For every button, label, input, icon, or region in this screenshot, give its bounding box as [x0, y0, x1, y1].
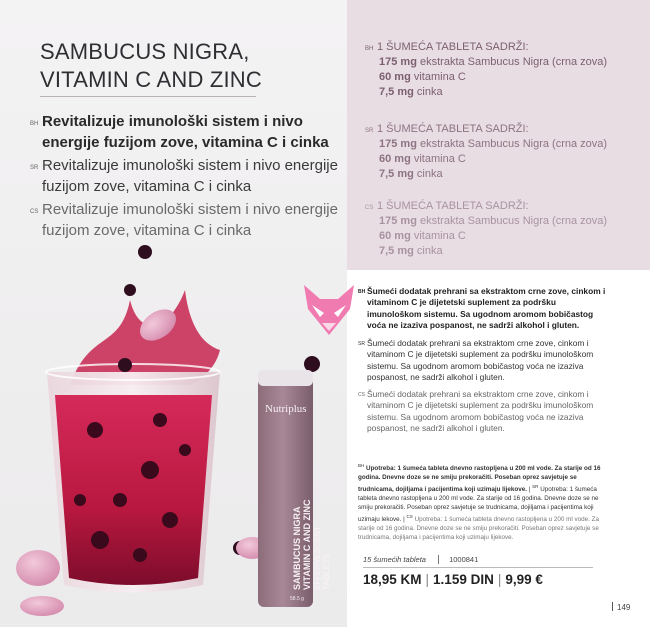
lang-tag-sr: SR — [365, 128, 374, 134]
fox-icon — [300, 283, 358, 338]
description-text-cs: Šumeći dodatak prehrani sa ekstraktom crne zove, cinkom i vitaminom C je dijetetski suplement za podršku imunološkom sistemu. Sa ugodnom aromom bobičastog voća ne izaziva pospanost, ne sadrži alkohol i gluten. — [367, 389, 594, 434]
composition-row — [379, 55, 607, 70]
lang-tag-bh: BH — [30, 121, 39, 127]
tube-line1: SAMBUCUS NIGRA — [292, 506, 302, 590]
usage-cs: Upotreba: 1 šumeća tableta dnevno rastopljena u 200 ml vode. Za starije od 16 godina. Dnevne doze se ne smiju prekoračiti. Poseban oprez savjetuje se trudnicama, dojiljama i pacijentima koji uzimaju lijekove. — [358, 515, 600, 541]
amount: 7,5 mg — [379, 86, 414, 98]
composition-row — [379, 70, 607, 85]
amount: 175 mg — [379, 215, 417, 227]
description-sr — [358, 338, 608, 384]
tube-brand: Nutriplus — [265, 403, 307, 415]
lang-tag-bh: BH — [358, 463, 365, 468]
composition-row — [379, 85, 607, 100]
ingredient: ekstrakta Sambucus Nigra (crna zova) — [419, 138, 608, 150]
claim-bh — [30, 111, 342, 153]
ingredient: vitamina C — [413, 153, 466, 165]
description-text-sr: Šumeći dodatak prehrani sa ekstraktom crne zove, cinkom i vitaminom C je dijetetski suplement za podršku imunološkom sistemu. Sa ugodnom aromom bobičastog voća ne izaziva pospanost, ne sadrži alkohol i gluten. — [367, 338, 594, 383]
tube-weight: 58.5 g — [290, 596, 304, 602]
ingredient: ekstrakta Sambucus Nigra (crna zova) — [419, 56, 608, 68]
ingredient: cinka — [416, 168, 443, 180]
lang-tag-cs: CS — [365, 205, 374, 211]
lang-tag-cs: CS — [30, 209, 39, 215]
ingredient: cinka — [416, 245, 443, 257]
product-code: 1000841 — [438, 555, 478, 564]
ingredient: vitamina C — [413, 71, 466, 83]
package-quantity: 15 šumećih tableta — [363, 555, 426, 564]
price-eur: 9,99 € — [505, 572, 543, 587]
amount: 60 mg — [379, 230, 411, 242]
ingredient: cinka — [416, 86, 443, 98]
claim-sr — [30, 155, 342, 197]
usage-sr: Upotreba: 1 šumeća tableta dnevno rastopljena u 200 ml vode. Za starije od 16 godina. Dnevne doze se ne smiju prekoračiti. Poseban oprez savjetuje se trudnicama, dojiljama i pacijentima koji uzimaju lekove. — [358, 486, 599, 523]
usage-bh: Upotreba: 1 šumeća tableta dnevno rastopljena u 200 ml vode. Za starije od 16 godina. Dnevne doze se ne smiju prekoračiti. Poseban oprez savjetuje se trudnicama, dojiljama i pacijentima koji uzimaju lijekove. — [358, 465, 601, 493]
amount: 60 mg — [379, 153, 411, 165]
price-km: 18,95 KM — [363, 572, 422, 587]
page-number-text: 149 — [617, 603, 631, 612]
claim-text-sr: Revitalizuje imunološki sistem i nivo energije fuzijom zove, vitamina C i cinka — [42, 157, 338, 195]
tube-line4: TABLETS — [322, 553, 331, 590]
lang-tag-bh: BH — [365, 46, 374, 52]
composition-heading: 1 ŠUMEĆA TABLETA SADRŽI: — [377, 123, 529, 135]
composition-row — [379, 167, 607, 182]
composition-sr — [365, 122, 607, 182]
title-line-1: SAMBUCUS NIGRA, — [40, 39, 250, 64]
description-bh — [358, 286, 608, 332]
usage-instructions: $^{BH}$ Upotreba: 1 šumeća tableta dnevno rastopljena u 200 ml vode. Za starije od 16 godina. Dnevne doze se ne smiju prekoračiti. Poseban oprez savjetuje se trudnicama, dojiljama i pacijentima koji uzimaju lijekove. | $^{SR}$ Upotreba: 1 šumeća tableta dnevno rastopljena u 200 ml vode. Za starije od 16 godina. Dnevne doze se ne smiju prekoračiti. Poseban oprez savjetuje se trudnicama, dojiljama i pacijentima koji uzimaju lekove. | $^{CS}$ Upotreba: 1 šumeća tableta dnevno rastopljena u 200 ml vode. Za starije od 16 godina. Dnevne doze se ne smiju prekoračiti. Poseban oprez savjetuje se trudnicama, dojiljama i pacijentima koji uzimaju lijekove. — [358, 463, 601, 541]
product-title — [40, 38, 262, 94]
amount: 175 mg — [379, 138, 417, 150]
description-cs — [358, 389, 608, 435]
ingredient: ekstrakta Sambucus Nigra (crna zova) — [419, 215, 608, 227]
title-line-2: VITAMIN C AND ZINC — [40, 67, 262, 92]
lang-tag-cs: CS — [406, 513, 413, 519]
amount: 60 mg — [379, 71, 411, 83]
price-din: 1.159 DIN — [433, 572, 494, 587]
ingredient: vitamina C — [413, 230, 466, 242]
lang-tag-bh: BH — [358, 289, 366, 295]
composition-heading: 1 ŠUMEĆA TABLETA SADRŽI: — [377, 41, 529, 53]
tube-line2: VITAMIN C AND ZINC — [302, 499, 312, 590]
composition-row — [379, 152, 607, 167]
composition-row — [379, 229, 607, 244]
composition-row — [379, 137, 607, 152]
composition-bh — [365, 40, 607, 100]
lang-tag-sr: SR — [358, 341, 365, 347]
claim-text-cs: Revitalizuje imunološki sistem i nivo energije fuzijom zove, vitamina C i cinka — [42, 201, 338, 239]
claim-cs — [30, 199, 342, 241]
price-row: 18,95 KM | 1.159 DIN | 9,99 € — [363, 572, 543, 587]
page-number — [612, 602, 630, 612]
composition-row — [379, 244, 607, 259]
amount: 7,5 mg — [379, 168, 414, 180]
lang-tag-sr: SR — [30, 165, 39, 171]
description-text-bh: Šumeći dodatak prehrani sa ekstraktom crne zove, cinkom i vitaminom C je dijetetski suplement za podršku imunološkom sistemu. Sa ugodnom aromom bobičastog voća ne izaziva pospanost, ne sadrži alkohol i gluten. — [367, 286, 606, 331]
composition-cs — [365, 199, 607, 259]
amount: 7,5 mg — [379, 245, 414, 257]
package-info — [363, 555, 478, 564]
title-divider — [40, 96, 256, 97]
composition-row — [379, 214, 607, 229]
tube-line3: EFFERVESCENT — [313, 526, 322, 590]
price-divider — [363, 567, 593, 568]
lang-tag-cs: CS — [358, 392, 365, 398]
amount: 175 mg — [379, 56, 417, 68]
lang-tag-sr: SR — [532, 483, 539, 489]
claim-text-bh: Revitalizuje imunološki sistem i nivo energije fuzijom zove, vitamina C i cinka — [42, 113, 329, 151]
composition-heading: 1 ŠUMEĆA TABLETA SADRŽI: — [377, 200, 529, 212]
